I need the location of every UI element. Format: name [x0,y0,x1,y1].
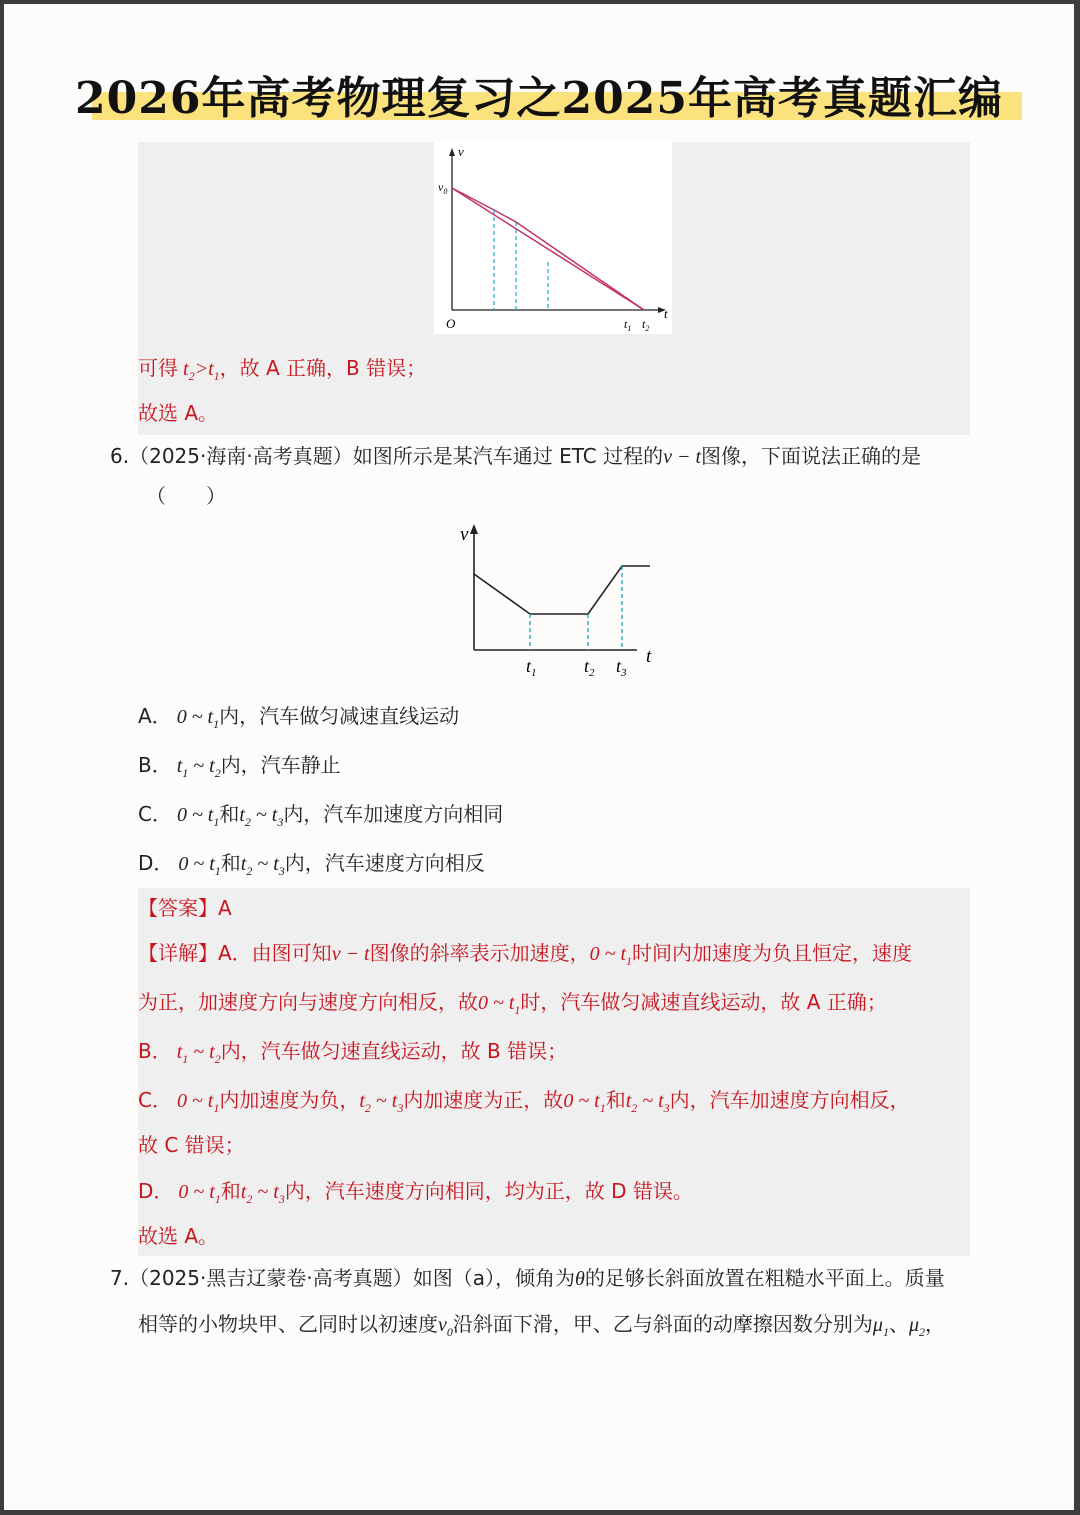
figure-1-vt-graph [434,142,672,334]
q6-detail-line-2: 为正，加速度方向与速度方向相反，故0 ~ $t_1$时，汽车做匀减速直线运动，故 A 正确； [138,990,887,1017]
q6-detail-line-7: 故选 A。 [138,1224,219,1248]
q6-detail-line-6: D． 0 ~ $t_1$和$t_2$ ~ $t_3$内，汽车速度方向相同，均为正，故 D 错误。 [138,1179,693,1206]
figure-1-panel [434,142,672,334]
q6-answer-paren: （ ） [146,484,226,508]
q6-detail-line-1: 【详解】A．由图可知v − t图像的斜率表示加速度，0 ~ $t_1$时间内加速度为负且恒定，速度 [138,941,913,968]
fig2-t3-label: $t_3$ [616,656,627,679]
fig1-t1-label: $t_1$ [624,317,632,333]
fig1-v0-label: $v_0$ [438,180,448,196]
fig1-t2-label: $t_2$ [642,317,650,333]
q6-stem: 6.（2025·海南·高考真题）如图所示是某汽车通过 ETC 过程的v − t图像，下面说法正确的是 [110,444,922,468]
prev-line-2: 故选 A。 [138,401,219,425]
fig2-y-label: v [460,524,469,545]
q7-number: 7. [110,1266,130,1290]
q6-option-a[interactable]: A． 0 ~ $t_1$内，汽车做匀减速直线运动 [138,704,460,731]
fig1-origin-label: O [446,316,456,331]
q6-option-c[interactable]: C． 0 ~ $t_1$和$t_2$ ~ $t_3$内，汽车加速度方向相同 [138,802,504,829]
fig2-x-label: t [646,646,652,667]
q6-detail-line-3: B． $t_1$ ~ $t_2$内，汽车做匀速直线运动，故 B 错误； [138,1039,568,1066]
fig1-y-label: v [458,144,464,159]
q7-stem-line-1: 7.（2025·黑吉辽蒙卷·高考真题）如图（a），倾角为θ的足够长斜面放置在粗糙水平面上。质量 [110,1266,945,1290]
q6-number: 6. [110,444,130,468]
title-banner [4,62,1074,132]
document-page [4,4,1074,1510]
fig2-t2-label: $t_2$ [584,656,595,679]
page-title: 2026年高考物理复习之2025年高考真题汇编 [75,73,1003,124]
figure-2-vt-graph [452,518,666,684]
fig2-y-arrow [470,524,478,534]
q6-option-d[interactable]: D． 0 ~ $t_1$和$t_2$ ~ $t_3$内，汽车速度方向相反 [138,851,485,878]
q6-option-b[interactable]: B． $t_1$ ~ $t_2$内，汽车静止 [138,753,341,780]
fig2-t1-label: $t_1$ [526,656,537,679]
q7-stem-line-2: 相等的小物块甲、乙同时以初速度$v_0$沿斜面下滑，甲、乙与斜面的动摩擦因数分别为$\mu_1$、$\mu_2$， [138,1312,945,1339]
prev-line-1: 可得 $t_2>t_1$，故 A 正确，B 错误； [138,356,427,383]
q6-detail-line-4: C． 0 ~ $t_1$内加速度为负，$t_2$ ~ $t_3$内加速度为正，故0 ~ $t_1$和$t_2$ ~ $t_3$内，汽车加速度方向相反， [138,1088,910,1115]
q6-answer: 【答案】A [138,896,232,920]
fig1-y-arrow [449,148,455,156]
q6-detail-line-5: 故 C 错误； [138,1133,245,1157]
fig1-x-label: t [664,306,668,321]
fig2-velocity-curve [474,566,650,614]
